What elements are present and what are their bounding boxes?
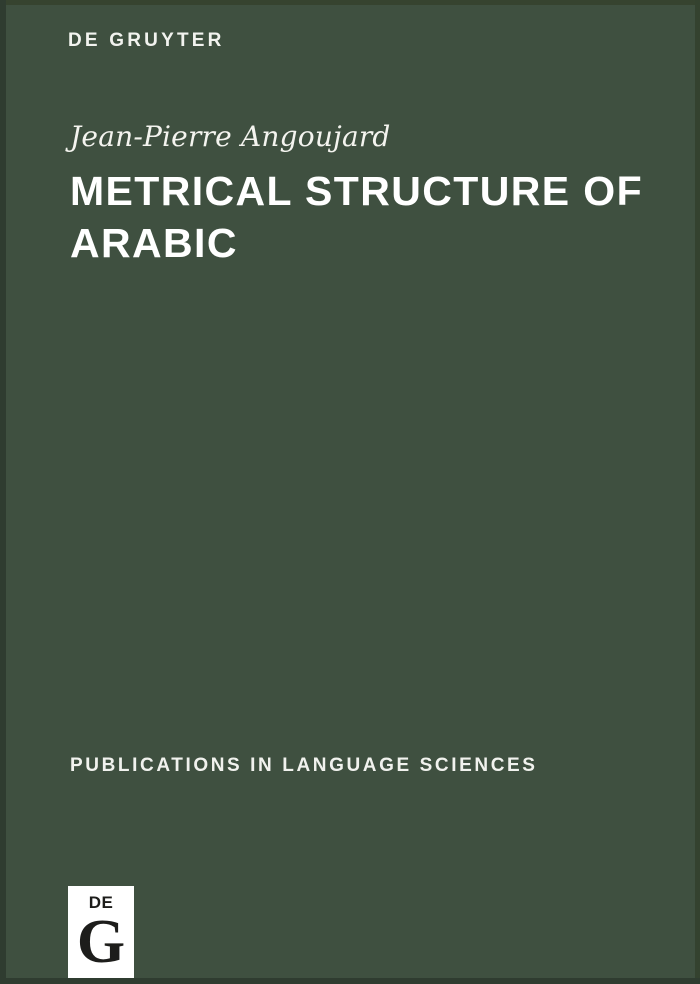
cover-edge-left <box>0 0 6 984</box>
cover-edge-right <box>695 0 700 984</box>
cover-edge-top <box>0 0 700 5</box>
author-name: Jean-Pierre Angoujard <box>70 120 391 153</box>
series-name: PUBLICATIONS IN LANGUAGE SCIENCES <box>70 755 538 776</box>
book-title: METRICAL STRUCTURE OF ARABIC <box>70 168 644 267</box>
publisher-wordmark: DE GRUYTER <box>68 30 225 51</box>
logo-de-text: DE <box>88 893 114 912</box>
cover-edge-bottom <box>0 978 700 984</box>
logo-g-text: G <box>76 908 126 976</box>
de-gruyter-logo <box>68 886 134 978</box>
